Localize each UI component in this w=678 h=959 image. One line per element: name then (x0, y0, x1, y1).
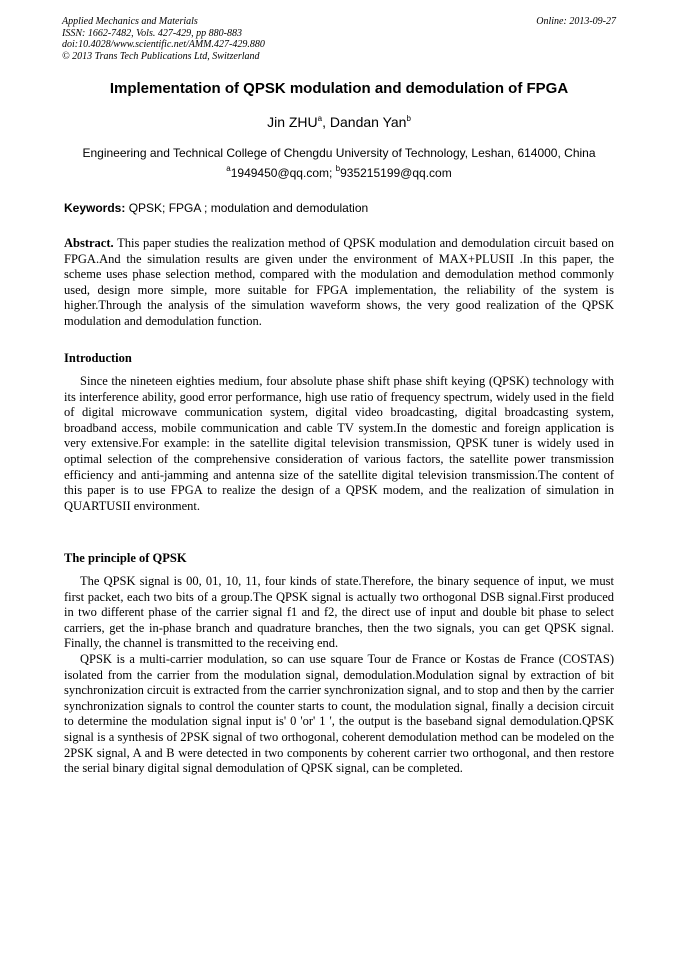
author-1: Jin ZHU (267, 114, 318, 130)
affiliation: Engineering and Technical College of Chengdu University of Technology, Leshan, 614000, China (82, 146, 596, 160)
email-b-sup: b (335, 164, 341, 173)
keywords-text: QPSK; FPGA ; modulation and demodulation (125, 201, 369, 215)
email-line (40, 166, 638, 181)
principle-paragraph-1: The QPSK signal is 00, 01, 10, 11, four kinds of state.Therefore, the binary sequence of input, we must first packet, each two bits of a group.The QPSK signal is actually two orthogonal DSB signal.First produced in two different phase of the carrier signal f1 and f2, the direct use of input and double bit phase to select carriers, get the in-phase branch and quadrature branches, then the two signals, you can get QPSK signal. Finally, the channel is transmitted to the receiving end. (64, 574, 614, 651)
author-1-sup: a (317, 114, 323, 123)
journal-header (62, 16, 618, 62)
email-b: 935215199@qq.com (340, 166, 452, 180)
author-2-sup: b (406, 114, 411, 123)
abstract-label: Abstract. (64, 236, 114, 250)
abstract-text: This paper studies the realization method of QPSK modulation and demodulation circuit based on FPGA.And the simulation results are given under the environment of MAX+PLUSII .In this paper, the scheme uses phase selection method, compared with the modulation and demodulation method commonly used, design more simple, more suitable for FPGA implementation, the reliability of the system is higher.Through the analysis of the simulation waveform shows, the very good realization of the QPSK modulation and demodulation function. (64, 236, 614, 328)
abstract (64, 236, 614, 330)
online-date: Online: 2013-09-27 (536, 16, 616, 27)
principle-heading: The principle of QPSK (64, 551, 187, 565)
issn-line: ISSN: 1662-7482, Vols. 427-429, pp 880-883 (62, 27, 242, 39)
author-separator: , (322, 114, 330, 130)
author-2: Dandan Yan (329, 114, 407, 130)
paper-title: Implementation of QPSK modulation and demodulation of FPGA (109, 80, 569, 97)
introduction-heading: Introduction (64, 351, 132, 365)
keywords (64, 201, 614, 216)
principle-paragraph-2: QPSK is a multi-carrier modulation, so can use square Tour de France or Kostas de France (COSTAS) isolated from the carrier from the modulation signal, demodulation.Modulation signal by extraction of bit synchronization circuit is extracted from the carrier synchronization signal, and to stop and then by the carrier synchronization signals to control the counter starts to count, the modulation signal, finally a decision circuit to determine the modulation signal input is' 0 'or' 1 ', the output is the baseband signal demodulation.QPSK signal is a synthesis of 2PSK signal of two orthogonal, coherent demodulation method can be modeled on the 2PSK signal, A and B were detected in two components by coherent carrier two orthogonal, and then restore the serial binary digital signal demodulation of QPSK signal, can be completed. (64, 652, 614, 776)
email-a-sup: a (226, 164, 231, 173)
author-line (40, 113, 638, 131)
keywords-label: Keywords: (64, 201, 126, 215)
email-a: 1949450@qq.com; (230, 166, 336, 180)
journal-name: Applied Mechanics and Materials (62, 16, 198, 27)
doi-line: doi:10.4028/www.scientific.net/AMM.427-429.880 (62, 39, 265, 50)
introduction-paragraph: Since the nineteen eighties medium, four absolute phase shift phase shift keying (QPSK) technology with its interference ability, good error performance, high use ratio of frequency spectrum, widely used in the field of digital microwave communication system, digital video broadcasting, digital broadcasting system, broadband access, mobile communication and cable TV system.In the domestic and foreign application is very extensive.For example: in the satellite digital television transmission, QPSK tuner is widely used in optimal selection of the comprehensive consideration of various factors, the satellite power transmission efficiency and anti-jamming and antenna size of the satellite digital television transmission.The content of this paper is to use FPGA to realize the design of a QPSK modem, and the realization of simulation in QUARTUSII environment. (64, 374, 614, 513)
copyright-line: © 2013 Trans Tech Publications Ltd, Switzerland (62, 50, 260, 62)
